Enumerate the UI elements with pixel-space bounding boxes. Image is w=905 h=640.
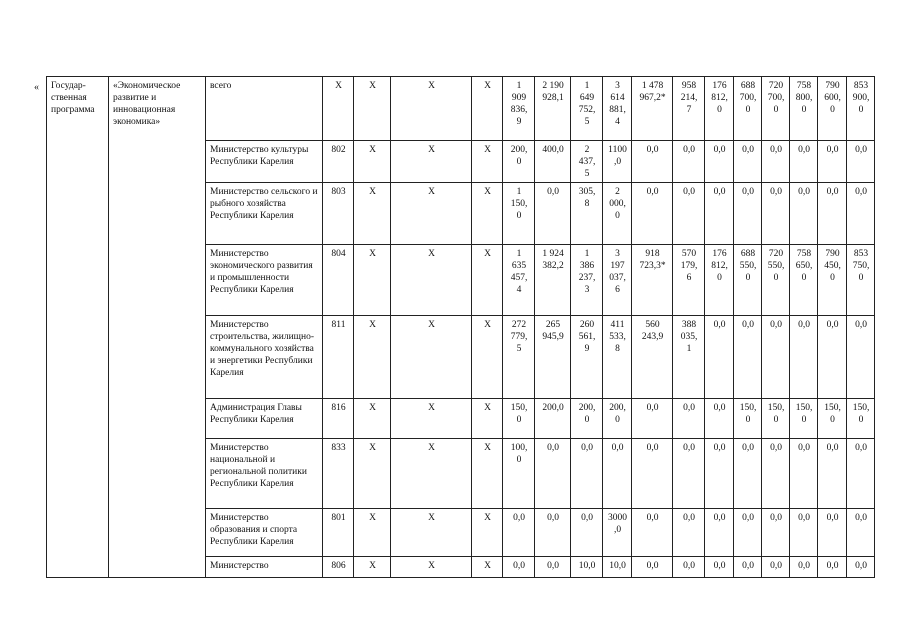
value-cell-year-3: 0,0	[571, 439, 603, 509]
ministry-code-cell: 811	[323, 316, 354, 399]
value-cell-year-7: 0,0	[705, 141, 734, 183]
ministry-code-cell: 801	[323, 509, 354, 557]
value-cell-year-7: 0,0	[705, 316, 734, 399]
value-cell-year-9: 0,0	[762, 316, 790, 399]
value-cell-year-1: 200, 0	[503, 141, 535, 183]
value-cell-year-6: 0,0	[673, 399, 705, 439]
organization-cell: Министерство сельского и рыбного хозяйства Республики Карелия	[206, 183, 323, 245]
value-cell-year-7: 176 812, 0	[705, 245, 734, 316]
value-cell-year-6: 958 214, 7	[673, 77, 705, 141]
target-article-cell: Х	[391, 141, 472, 183]
value-cell-year-12: 0,0	[847, 183, 875, 245]
value-cell-year-3: 0,0	[571, 509, 603, 557]
value-cell-year-4: 200, 0	[603, 399, 632, 439]
value-cell-year-8: 0,0	[734, 439, 762, 509]
organization-cell: Министерство	[206, 557, 323, 578]
value-cell-year-10: 0,0	[790, 439, 818, 509]
value-cell-year-11: 0,0	[818, 557, 847, 578]
value-cell-year-12: 0,0	[847, 557, 875, 578]
value-cell-year-1: 0,0	[503, 509, 535, 557]
value-cell-year-12: 0,0	[847, 316, 875, 399]
value-cell-year-4: 411 533, 8	[603, 316, 632, 399]
value-cell-year-9: 0,0	[762, 439, 790, 509]
value-cell-year-10: 758 800, 0	[790, 77, 818, 141]
value-cell-year-12: 150, 0	[847, 399, 875, 439]
expense-type-cell: Х	[472, 245, 503, 316]
section-code-cell: Х	[354, 245, 391, 316]
value-cell-year-5: 1 478 967,2*	[632, 77, 673, 141]
value-cell-year-9: 0,0	[762, 141, 790, 183]
ministry-code-cell: 806	[323, 557, 354, 578]
expense-type-cell: Х	[472, 316, 503, 399]
value-cell-year-9: 720 550, 0	[762, 245, 790, 316]
section-code-cell: Х	[354, 141, 391, 183]
target-article-cell: Х	[391, 399, 472, 439]
value-cell-year-5: 918 723,3*	[632, 245, 673, 316]
value-cell-year-1: 150, 0	[503, 399, 535, 439]
value-cell-year-3: 2 437, 5	[571, 141, 603, 183]
value-cell-year-7: 0,0	[705, 399, 734, 439]
value-cell-year-2: 0,0	[535, 557, 571, 578]
value-cell-year-9: 0,0	[762, 509, 790, 557]
expense-type-cell: Х	[472, 141, 503, 183]
value-cell-year-11: 150, 0	[818, 399, 847, 439]
value-cell-year-2: 200,0	[535, 399, 571, 439]
value-cell-year-11: 790 600, 0	[818, 77, 847, 141]
expense-type-cell: Х	[472, 439, 503, 509]
section-code-cell: Х	[354, 316, 391, 399]
value-cell-year-6: 0,0	[673, 439, 705, 509]
value-cell-year-6: 388 035, 1	[673, 316, 705, 399]
value-cell-year-5: 0,0	[632, 399, 673, 439]
value-cell-year-5: 560 243,9	[632, 316, 673, 399]
ministry-code-cell: 804	[323, 245, 354, 316]
value-cell-year-10: 0,0	[790, 141, 818, 183]
value-cell-year-7: 0,0	[705, 509, 734, 557]
ministry-code-cell: 802	[323, 141, 354, 183]
target-article-cell: Х	[391, 439, 472, 509]
value-cell-year-9: 720 700, 0	[762, 77, 790, 141]
section-code-cell: Х	[354, 439, 391, 509]
value-cell-year-5: 0,0	[632, 439, 673, 509]
value-cell-year-6: 0,0	[673, 141, 705, 183]
value-cell-year-7: 0,0	[705, 439, 734, 509]
value-cell-year-10: 0,0	[790, 557, 818, 578]
value-cell-year-8: 0,0	[734, 509, 762, 557]
value-cell-year-10: 758 650, 0	[790, 245, 818, 316]
value-cell-year-8: 688 700, 0	[734, 77, 762, 141]
value-cell-year-1: 1 635 457, 4	[503, 245, 535, 316]
value-cell-year-10: 0,0	[790, 183, 818, 245]
leading-quote-mark: «	[34, 82, 39, 93]
value-cell-year-2: 0,0	[535, 439, 571, 509]
value-cell-year-1: 1 909 836, 9	[503, 77, 535, 141]
value-cell-year-9: 150, 0	[762, 399, 790, 439]
value-cell-year-3: 1 386 237, 3	[571, 245, 603, 316]
expense-type-cell: Х	[472, 399, 503, 439]
value-cell-year-8: 0,0	[734, 183, 762, 245]
value-cell-year-1: 100, 0	[503, 439, 535, 509]
value-cell-year-7: 0,0	[705, 183, 734, 245]
value-cell-year-6: 570 179, 6	[673, 245, 705, 316]
value-cell-year-6: 0,0	[673, 509, 705, 557]
value-cell-year-12: 0,0	[847, 439, 875, 509]
value-cell-year-3: 260 561, 9	[571, 316, 603, 399]
value-cell-year-8: 0,0	[734, 316, 762, 399]
program-name-cell: «Экономическое развитие и инновационная экономика»	[109, 77, 206, 578]
value-cell-year-1: 0,0	[503, 557, 535, 578]
section-code-cell: Х	[354, 509, 391, 557]
value-cell-year-5: 0,0	[632, 509, 673, 557]
organization-cell: всего	[206, 77, 323, 141]
organization-cell: Министерство строительства, жилищно-коммунального хозяйства и энергетики Республики Карелия	[206, 316, 323, 399]
expense-type-cell: Х	[472, 77, 503, 141]
value-cell-year-2: 2 190 928,1	[535, 77, 571, 141]
value-cell-year-12: 853 750, 0	[847, 245, 875, 316]
value-cell-year-11: 0,0	[818, 183, 847, 245]
section-code-cell: Х	[354, 557, 391, 578]
organization-cell: Администрация Главы Республики Карелия	[206, 399, 323, 439]
value-cell-year-8: 0,0	[734, 141, 762, 183]
value-cell-year-12: 0,0	[847, 141, 875, 183]
expense-type-cell: Х	[472, 557, 503, 578]
expense-type-cell: Х	[472, 509, 503, 557]
value-cell-year-8: 688 550, 0	[734, 245, 762, 316]
value-cell-year-11: 0,0	[818, 509, 847, 557]
value-cell-year-3: 305, 8	[571, 183, 603, 245]
organization-cell: Министерство национальной и региональной политики Республики Карелия	[206, 439, 323, 509]
value-cell-year-11: 0,0	[818, 316, 847, 399]
value-cell-year-6: 0,0	[673, 557, 705, 578]
value-cell-year-4: 3 614 881, 4	[603, 77, 632, 141]
target-article-cell: Х	[391, 316, 472, 399]
target-article-cell: Х	[391, 77, 472, 141]
value-cell-year-10: 150, 0	[790, 399, 818, 439]
value-cell-year-5: 0,0	[632, 183, 673, 245]
value-cell-year-2: 0,0	[535, 509, 571, 557]
value-cell-year-2: 1 924 382,2	[535, 245, 571, 316]
table-row	[47, 77, 875, 141]
value-cell-year-9: 0,0	[762, 183, 790, 245]
budget-table	[46, 76, 875, 578]
target-article-cell: Х	[391, 509, 472, 557]
value-cell-year-1: 272 779, 5	[503, 316, 535, 399]
program-type-cell: Государ- ственная программа	[47, 77, 109, 578]
value-cell-year-11: 0,0	[818, 141, 847, 183]
value-cell-year-5: 0,0	[632, 141, 673, 183]
target-article-cell: Х	[391, 245, 472, 316]
value-cell-year-2: 400,0	[535, 141, 571, 183]
value-cell-year-6: 0,0	[673, 183, 705, 245]
value-cell-year-4: 3 197 037, 6	[603, 245, 632, 316]
value-cell-year-4: 0,0	[603, 439, 632, 509]
value-cell-year-9: 0,0	[762, 557, 790, 578]
organization-cell: Министерство культуры Республики Карелия	[206, 141, 323, 183]
value-cell-year-2: 265 945,9	[535, 316, 571, 399]
value-cell-year-1: 1 150, 0	[503, 183, 535, 245]
value-cell-year-4: 3000 ,0	[603, 509, 632, 557]
value-cell-year-3: 1 649 752, 5	[571, 77, 603, 141]
value-cell-year-3: 10,0	[571, 557, 603, 578]
value-cell-year-11: 790 450, 0	[818, 245, 847, 316]
section-code-cell: Х	[354, 183, 391, 245]
value-cell-year-4: 10,0	[603, 557, 632, 578]
ministry-code-cell: Х	[323, 77, 354, 141]
ministry-code-cell: 803	[323, 183, 354, 245]
value-cell-year-10: 0,0	[790, 509, 818, 557]
section-code-cell: Х	[354, 77, 391, 141]
value-cell-year-12: 0,0	[847, 509, 875, 557]
organization-cell: Министерство образования и спорта Республики Карелия	[206, 509, 323, 557]
value-cell-year-7: 0,0	[705, 557, 734, 578]
target-article-cell: Х	[391, 183, 472, 245]
target-article-cell: Х	[391, 557, 472, 578]
value-cell-year-2: 0,0	[535, 183, 571, 245]
value-cell-year-12: 853 900, 0	[847, 77, 875, 141]
value-cell-year-4: 2 000, 0	[603, 183, 632, 245]
value-cell-year-4: 1100 ,0	[603, 141, 632, 183]
value-cell-year-5: 0,0	[632, 557, 673, 578]
section-code-cell: Х	[354, 399, 391, 439]
value-cell-year-3: 200, 0	[571, 399, 603, 439]
expense-type-cell: Х	[472, 183, 503, 245]
value-cell-year-8: 150, 0	[734, 399, 762, 439]
organization-cell: Министерство экономического развития и промышленности Республики Карелия	[206, 245, 323, 316]
value-cell-year-11: 0,0	[818, 439, 847, 509]
ministry-code-cell: 833	[323, 439, 354, 509]
value-cell-year-8: 0,0	[734, 557, 762, 578]
value-cell-year-10: 0,0	[790, 316, 818, 399]
value-cell-year-7: 176 812, 0	[705, 77, 734, 141]
ministry-code-cell: 816	[323, 399, 354, 439]
